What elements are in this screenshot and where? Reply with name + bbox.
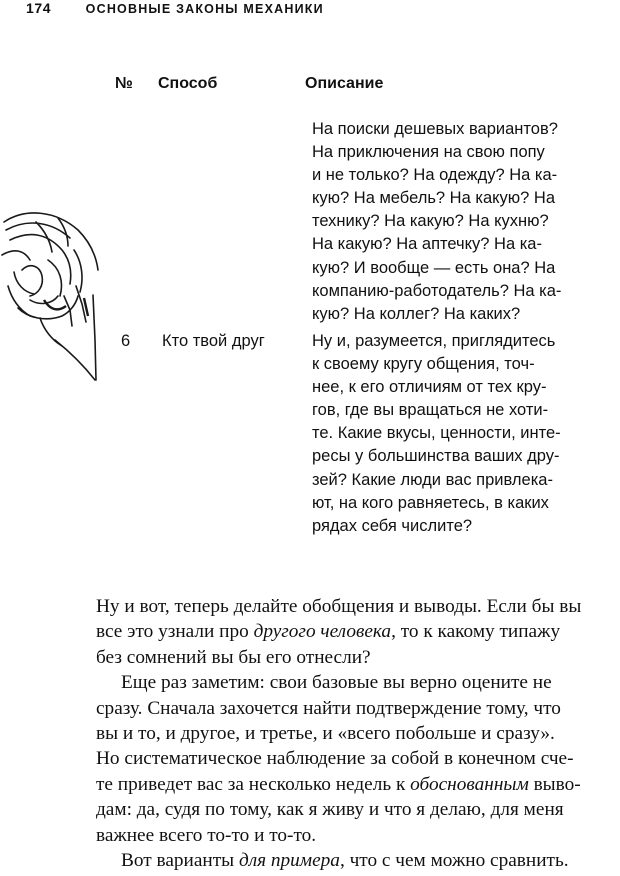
column-header-number: № [115, 75, 133, 92]
text-line: компанию-работодатель? На ка- [312, 281, 562, 300]
continued-description-cell [312, 118, 561, 326]
text-line: На какую? На аптечку? На ка- [312, 235, 542, 254]
text-line: те. Какие вкусы, ценности, инте- [312, 424, 561, 443]
emphasis: для примера [238, 850, 340, 872]
text-line: рядах себя числите? [312, 516, 473, 535]
running-title: ОСНОВНЫЕ ЗАКОНЫ МЕХАНИКИ [85, 2, 324, 16]
page-number: 174 [26, 0, 52, 16]
column-header-method: Способ [158, 75, 218, 92]
paragraph-line: дам: да, судя по тому, как я живу и что я делаю, для меня [96, 799, 564, 821]
text-line: На поиски дешевых вариантов? [312, 120, 558, 138]
running-header [26, 0, 324, 16]
text-line: к своему кругу общения, точ- [312, 355, 535, 374]
row-6-number: 6 [121, 332, 131, 350]
text-line: кую? И вообще — есть она? На [312, 258, 556, 277]
paragraph-line: все это узнали про другого человека, то к какому типажу [96, 621, 561, 643]
row-6-description [312, 330, 561, 538]
text-line: и не только? На одежду? На ка- [312, 166, 558, 185]
emphasis: другого человека [253, 621, 392, 643]
text-line: ресы у большинства ваших дру- [312, 447, 560, 466]
paragraph-line: те приведет вас за несколько недель к обоснованным выво- [96, 773, 581, 795]
text-line: Ну и, разумеется, приглядитесь [312, 332, 556, 350]
text-line: технику? На какую? На кухню? [312, 212, 549, 231]
text-line: нее, к его отличиям от тех кру- [312, 378, 547, 397]
text-line: ют, на кого равняетесь, в каких [312, 493, 549, 512]
body-text [96, 594, 620, 873]
text-line: кую? На коллег? На каких? [312, 304, 521, 323]
sketch-illustration [0, 200, 110, 385]
text-line: На приключения на свою попу [312, 143, 545, 162]
paragraph-line: важнее всего то-то и то-то. [96, 824, 317, 846]
paragraph-line: Но систематическое наблюдение за собой в конечном сче- [96, 748, 574, 770]
column-header-description: Описание [305, 75, 384, 92]
paragraph-line: вы и то, и другое, и третье, и «всего побольше и сразу». [96, 723, 555, 745]
paragraph-line: Еще раз заметим: свои базовые вы верно оцените не [121, 672, 552, 694]
paragraph-line: сразу. Сначала захочется найти подтверждение тому, что [96, 697, 561, 719]
row-6-method: Кто твой друг [162, 332, 265, 350]
paragraph-line: без сомнений вы бы его отнесли? [96, 646, 371, 668]
text-line: зей? Какие люди вас привлека- [312, 470, 553, 489]
paragraph-line: Вот варианты для примера, что с чем можно сравнить. [121, 850, 569, 872]
emphasis: обоснованным [410, 773, 529, 795]
text-line: гов, где вы вращаться не хоти- [312, 401, 549, 420]
text-line: кую? На мебель? На какую? На [312, 189, 555, 208]
paragraph-line: Ну и вот, теперь делайте обобщения и выводы. Если бы вы [96, 596, 582, 617]
